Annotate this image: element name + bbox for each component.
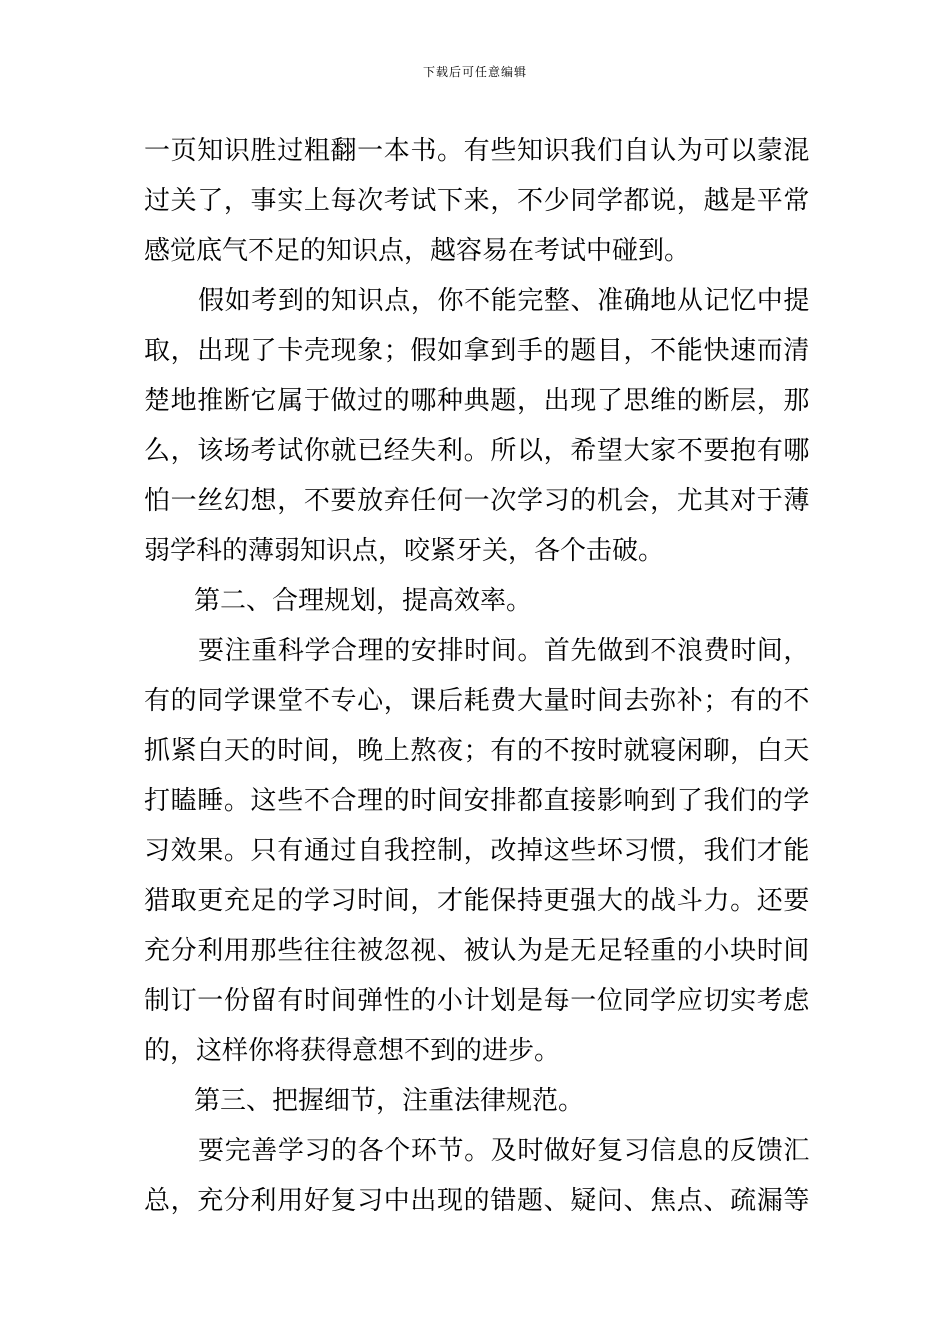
section-heading: 第二、合理规划，提高效率。 [194,586,533,616]
section-heading: 第三、把握细节，注重法律规范。 [194,1086,585,1116]
page-header: 下载后可任意编辑 [422,65,527,79]
text-line: 感觉底气不足的知识点，越容易在考试中碰到。 [144,236,691,266]
text-line: 的，这样你将获得意想不到的进步。 [144,1036,561,1066]
text-line: 习效果。只有通过自我控制，改掉这些坏习惯，我们才能 [144,836,811,866]
text-line: 有的同学课堂不专心，课后耗费大量时间去弥补；有的不 [144,686,811,716]
text-line: 总，充分利用好复习中出现的错题、疑问、焦点、疏漏等 [144,1186,811,1216]
text-line: 抓紧白天的时间，晚上熬夜；有的不按时就寝闲聊，白天 [144,736,811,766]
document-body [144,126,810,1226]
text-line: 一页知识胜过粗翻一本书。有些知识我们自认为可以蒙混 [144,136,811,166]
text-line: 取，出现了卡壳现象；假如拿到手的题目，不能快速而清 [144,336,811,366]
text-line: 要注重科学合理的安排时间。首先做到不浪费时间， [198,636,811,666]
text-line: 打瞌睡。这些不合理的时间安排都直接影响到了我们的学 [144,786,811,816]
text-line: 猎取更充足的学习时间，才能保持更强大的战斗力。还要 [144,886,811,916]
text-line: 要完善学习的各个环节。及时做好复习信息的反馈汇 [198,1136,811,1166]
text-line: 么，该场考试你就已经失利。所以，希望大家不要抱有哪 [144,436,811,466]
text-line: 过关了，事实上每次考试下来，不少同学都说，越是平常 [144,186,811,216]
text-line: 充分利用那些往往被忽视、被认为是无足轻重的小块时间 [144,936,811,966]
text-line: 楚地推断它属于做过的哪种典题，出现了思维的断层，那 [144,386,811,416]
text-line: 制订一份留有时间弹性的小计划是每一位同学应切实考虑 [144,986,811,1016]
text-line: 假如考到的知识点，你不能完整、准确地从记忆中提 [198,286,811,316]
text-line: 怕一丝幻想，不要放弃任何一次学习的机会，尤其对于薄 [144,486,811,516]
text-line: 弱学科的薄弱知识点，咬紧牙关，各个击破。 [144,536,665,566]
